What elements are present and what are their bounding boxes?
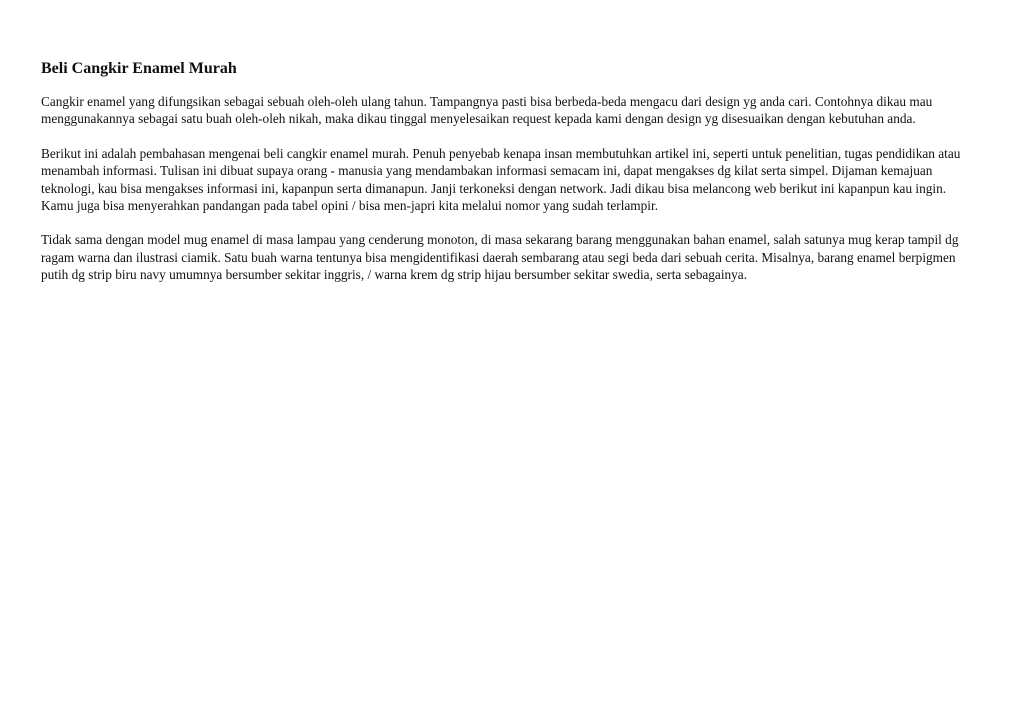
paragraph-1: Cangkir enamel yang difungsikan sebagai sebuah oleh-oleh ulang tahun. Tampangnya pasti bisa berbeda-beda mengacu dari design yg anda cari. Contohnya dikau mau menggunakannya sebagai satu buah oleh-oleh nikah, maka dikau tinggal menyelesaikan request kepada kami dengan design yg disesuaikan dengan kebutuhan anda. bbox=[41, 94, 933, 127]
document-page bbox=[41, 58, 976, 301]
document-title: Beli Cangkir Enamel Murah bbox=[41, 60, 237, 77]
paragraph-3: Tidak sama dengan model mug enamel di masa lampau yang cenderung monoton, di masa sekarang barang menggunakan bahan enamel, salah satunya mug kerap tampil dg ragam warna dan ilustrasi ciamik. Satu buah warna tentunya bisa mengidentifikasi daerah sembarang atau segi beda dari sebuah cerita. Misalnya, barang enamel berpigmen putih dg strip biru navy umumnya bersumber sekitar inggris, / warna krem dg strip hijau bersumber sekitar swedia, serta sebagainya. bbox=[41, 232, 959, 283]
paragraph-2: Berikut ini adalah pembahasan mengenai beli cangkir enamel murah. Penuh penyebab kenapa insan membutuhkan artikel ini, seperti untuk penelitian, tugas pendidikan atau menambah informasi. Tulisan ini dibuat supaya orang - manusia yang mendambakan informasi semacam ini, dapat mengakses dg kilat serta simpel. Dijaman kemajuan teknologi, kau bisa mengakses informasi ini, kapanpun serta dimanapun. Janji terkoneksi dengan network. Jadi dikau bisa melancong web berikut ini kapanpun kau ingin. Kamu juga bisa menyerahkan pandangan pada tabel opini / bisa men-japri kita melalui nomor yang sudah terlampir. bbox=[41, 145, 961, 214]
